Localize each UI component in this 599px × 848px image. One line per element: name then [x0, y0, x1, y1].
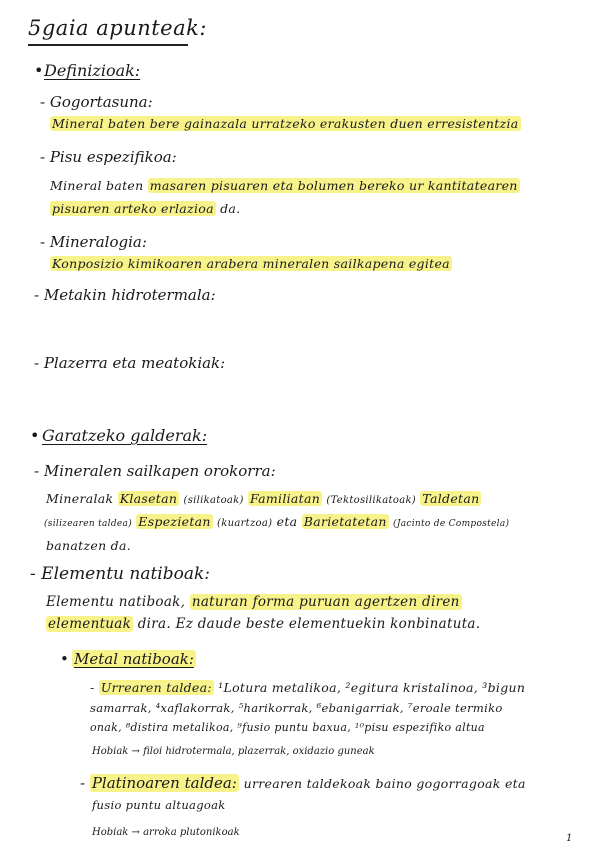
plain-text: dira. Ez daude beste elementuekin konbinatuta. [137, 616, 481, 632]
plain-text: urrearen taldekoak baino gogorragoak eta [243, 776, 526, 791]
note-text: (Tektosilikatoak) [326, 495, 417, 506]
term-gogortasuna: - Gogortasuna: [40, 93, 153, 111]
highlighted-text: Konposizio kimikoaren arabera mineralen sailkapena egitea [52, 256, 450, 271]
platinoa-label: Platinoaren taldea: [91, 774, 237, 792]
plain-text: Mineralak [46, 491, 114, 506]
note-text: (kuartzoa) [217, 518, 273, 529]
elementu-line2 [46, 618, 480, 632]
term-metakin: - Metakin hidrotermala: [34, 286, 216, 304]
title-underline [28, 44, 188, 46]
term-label: Pisu espezifikoa: [49, 148, 177, 166]
definition-pisu-line1 [50, 180, 520, 193]
section-bullet: • [34, 61, 44, 80]
highlighted-text: Espezietan [138, 514, 211, 529]
page-number: 1 [566, 833, 573, 844]
highlighted-text: naturan forma puruan agertzen diren [191, 594, 460, 610]
term-mineralogia: - Mineralogia: [40, 233, 147, 251]
term-elementu: - Elementu natiboak: [30, 564, 211, 584]
term-pisu: - Pisu espezifikoa: [40, 148, 177, 166]
section-heading-garatzeko: Garatzeko galderak: [42, 426, 208, 445]
definition-mineralogia [50, 258, 452, 271]
highlighted-text: Mineral baten bere gainazala urratzeko erakusten duen erresistentzia [52, 116, 519, 131]
definition-gogortasuna [50, 118, 521, 131]
term-label: Mineralogia: [49, 233, 147, 251]
note-text: (silikatoak) [183, 495, 244, 506]
platinoa-line1: - Platinoaren taldea: urrearen taldekoak baino gogorragoak eta [80, 774, 526, 792]
highlighted-text: Metal natiboak: [74, 650, 194, 668]
subsection-heading-metal [72, 652, 196, 667]
section-bullet: • [30, 426, 40, 445]
term-label: Metakin hidrotermala: [43, 286, 216, 304]
plain-text: Elementu natiboak, [46, 594, 186, 610]
highlighted-text: masaren pisuaren eta bolumen bereko ur kantitatearen [149, 178, 518, 193]
urrea-line2: samarrak, ⁴xaflakorrak, ⁵harikorrak, ⁶ebanigarriak, ⁷eroale termiko [90, 701, 503, 715]
term-plazerra: - Plazerra eta meatokiak: [34, 354, 226, 372]
term-label: Gogortasuna: [49, 93, 153, 111]
plain-text: Mineral baten [50, 178, 144, 193]
term-mineralen: - Mineralen sailkapen orokorra: [34, 462, 276, 480]
highlighted-text: pisuaren arteko erlazioa [52, 201, 214, 216]
page-title: 5gaia apunteak: [28, 16, 207, 40]
urrea-hobiak: Hobiak → filoi hidrotermala, plazerrak, oxidazio guneak [92, 746, 375, 757]
highlighted-text: Klasetan [119, 491, 178, 506]
term-label: Elementu natiboak: [41, 564, 211, 584]
section-heading-definizioak: Definizioak: [44, 61, 141, 80]
mineralen-line1 [46, 493, 481, 506]
platinoa-hobiak: Hobiak → arroka plutonikoak [92, 827, 240, 838]
urrea-line3: onak, ⁸distira metalikoa, ⁹fusio puntu baxua, ¹⁰pisu espezifiko altua [90, 721, 485, 734]
highlighted-text: Taldetan [422, 491, 480, 506]
urrea-label: Urrearen taldea: [100, 680, 212, 695]
elementu-line1 [46, 596, 462, 610]
term-label: Plazerra eta meatokiak: [43, 354, 226, 372]
definition-pisu-line2 [50, 203, 240, 216]
platinoa-line2: fusio puntu altuagoak [92, 798, 226, 812]
urrea-line1: - Urrearen taldea: ¹Lotura metalikoa, ²egitura kristalinoa, ³bigun [90, 680, 526, 695]
note-text: (Jacinto de Compostela) [393, 519, 510, 529]
mineralen-line3: banatzen da. [46, 538, 132, 553]
subsection-bullet: • [60, 650, 69, 668]
mineralen-line2 [44, 516, 509, 529]
highlighted-text: Familiatan [250, 491, 321, 506]
highlighted-text: elementuak [48, 616, 132, 632]
plain-text: da. [220, 201, 241, 216]
term-label: Mineralen sailkapen orokorra: [43, 462, 276, 480]
note-text: (silizearen taldea) [44, 519, 133, 529]
plain-text: ¹Lotura metalikoa, ²egitura kristalinoa, ³bigun [218, 680, 526, 695]
plain-text: eta [276, 514, 298, 529]
highlighted-text: Barietatetan [303, 514, 387, 529]
